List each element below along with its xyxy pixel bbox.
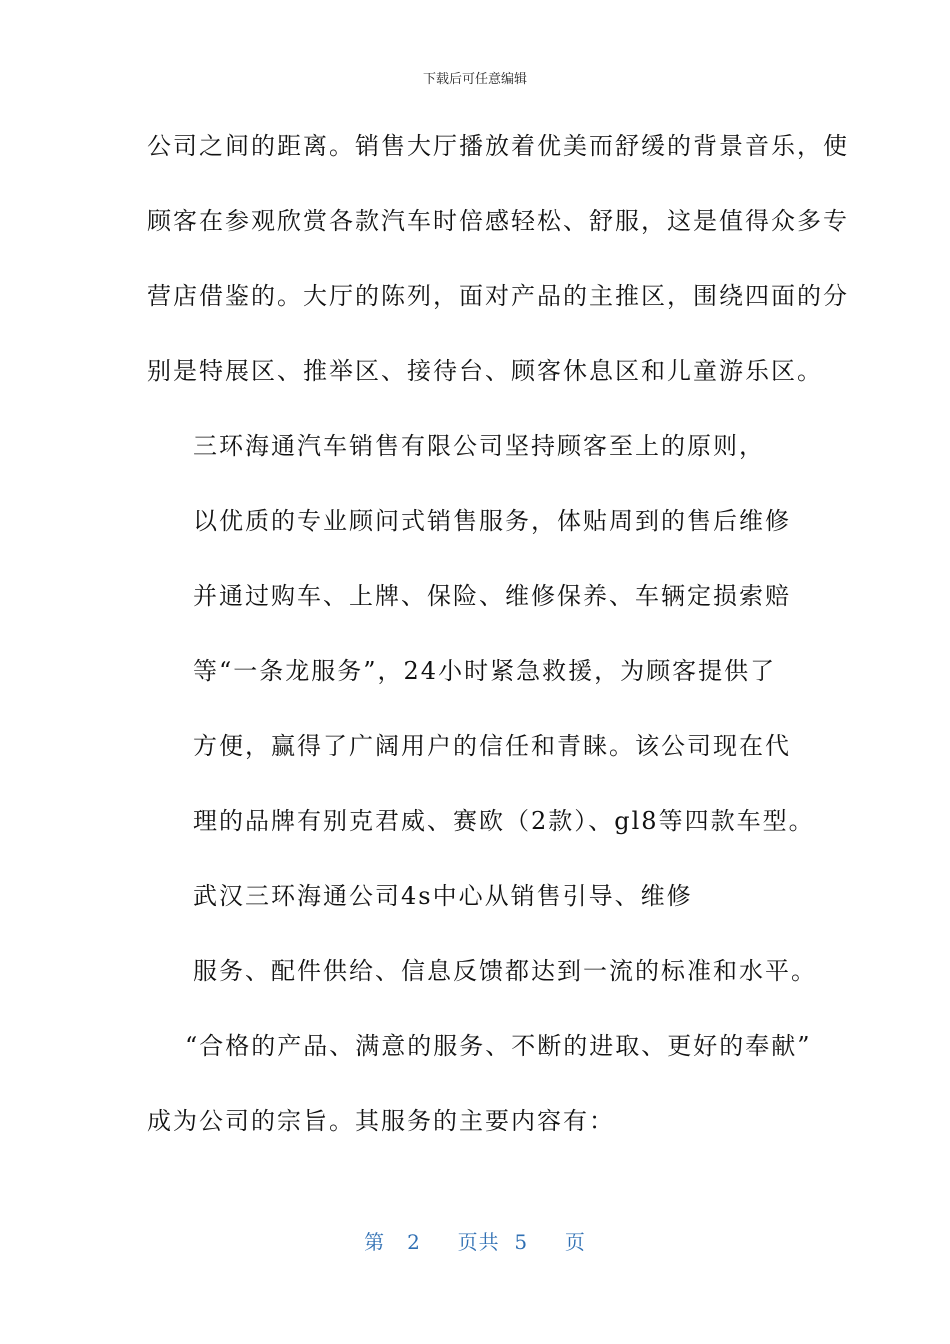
- page-number-footer: [0, 1226, 950, 1255]
- body-line: 三环海通汽车销售有限公司坚持顾客至上的原则，: [193, 432, 765, 460]
- body-line: “合格的产品、满意的服务、不断的进取、更好的奉献”: [185, 1032, 812, 1060]
- body-line: 以优质的专业顾问式销售服务，体贴周到的售后维修: [193, 507, 791, 535]
- page-header: 下载后可任意编辑: [422, 72, 527, 87]
- body-line: 方便，赢得了广阔用户的信任和青睐。该公司现在代: [193, 732, 791, 760]
- body-line: 营店借鉴的。大厅的陈列，面对产品的主推区，围绕四面的分: [147, 282, 849, 310]
- footer-suffix: 页: [564, 1230, 586, 1254]
- body-line: 理的品牌有别克君威、赛欧（2款）、gl8等四款车型。: [193, 807, 815, 835]
- body-line: 顾客在参观欣赏各款汽车时倍感轻松、舒服，这是值得众多专: [147, 207, 849, 235]
- footer-total-pages: 5: [514, 1230, 529, 1254]
- footer-current-page: 2: [407, 1230, 421, 1254]
- body-line: 并通过购车、上牌、保险、维修保养、车辆定损索赔: [193, 582, 791, 610]
- body-line: 别是特展区、推举区、接待台、顾客休息区和儿童游乐区。: [147, 357, 823, 385]
- body-line: 服务、配件供给、信息反馈都达到一流的标准和水平。: [193, 957, 817, 985]
- footer-prefix: 第: [364, 1230, 386, 1254]
- body-line: 公司之间的距离。销售大厅播放着优美而舒缓的背景音乐，使: [147, 132, 849, 160]
- body-line: 武汉三环海通公司4s中心从销售引导、维修: [193, 882, 693, 910]
- footer-mid: 页共: [457, 1230, 500, 1254]
- body-line: 成为公司的宗旨。其服务的主要内容有：: [147, 1107, 615, 1135]
- body-line: 等“一条龙服务”，24小时紧急救援，为顾客提供了: [193, 657, 777, 685]
